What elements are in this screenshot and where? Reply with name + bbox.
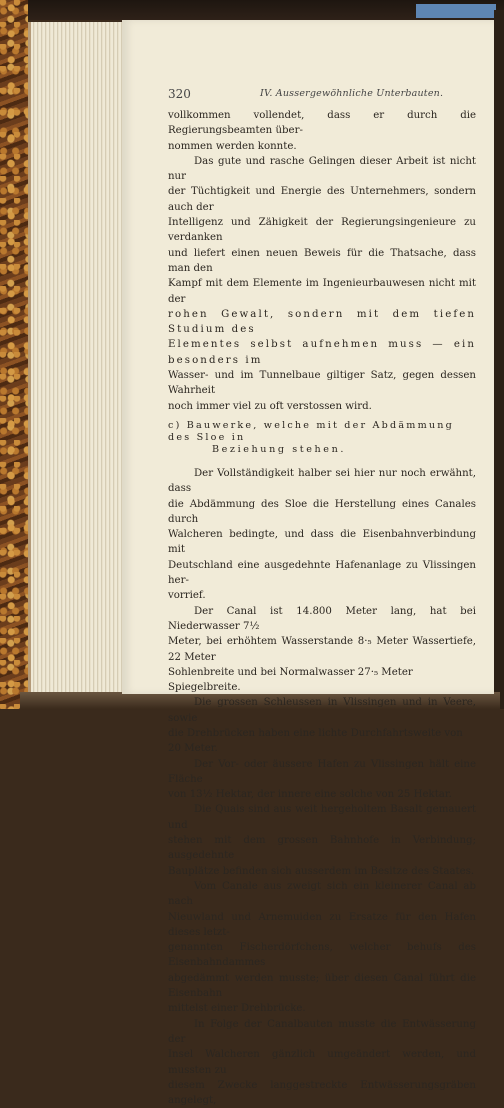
text-line: Der Canal ist 14.800 Meter lang, hat bei Niederwasser 7½ — [168, 605, 476, 632]
text-line: genannten Fischerdörfchens, welcher behufs des Eisenbahndammes — [168, 942, 476, 969]
text-line: Deutschland eine ausgedehnte Hafenanlage zu Vlissingen her- — [168, 559, 476, 587]
text-line: die Drehbrücken haben eine lichte Durchfahrtsweite von 20 Meter. — [168, 727, 463, 755]
text-line: Vom Canale aus zweigt sich ein kleinerer Canal ab nach — [168, 880, 476, 908]
text-line: Intelligenz und Zähigkeit der Regierungsingenieure zu verdanken — [168, 217, 476, 244]
text-line-spaced: Elementes selbst aufnehmen muss — ein besonders im — [168, 339, 476, 366]
text-line: In Folge der Canalbauten musste die Entwässerung der — [168, 1018, 476, 1045]
text-line: Das gute und rasche Gelingen dieser Arbeit ist nicht nur — [168, 155, 476, 183]
text-line: Der Vor- oder äussere Hafen zu Vlissingen hält eine Fläche — [168, 758, 476, 785]
text-line: Sohlenbreite und bei Normalwasser 27·₅ Meter Spiegelbreite. — [168, 666, 413, 694]
running-title: IV. Aussergewöhnliche Unterbauten. — [260, 88, 444, 99]
page-number: 320 — [168, 87, 191, 101]
text-line: noch immer viel zu oft verstossen wird. — [168, 400, 372, 412]
text-line: diesem Zwecke langgestreckte Entwässerungsgräben angelegt, — [168, 1079, 476, 1107]
text-line: Meter, bei erhöhtem Wasserstande 8·₅ Meter Wassertiefe, 22 Meter — [168, 636, 476, 663]
text-line: der Tüchtigkeit und Energie des Unternehmers, sondern auch der — [168, 186, 476, 213]
marbled-cover — [0, 0, 28, 709]
section-heading-line: c) Bauwerke, welche mit der Abdämmung des Sloe in — [168, 419, 454, 443]
page-stack-edges — [28, 22, 125, 694]
text-line: Der Vollständigkeit halber sei hier nur noch erwähnt, dass — [168, 467, 476, 495]
text-line: Insel Walcheren gänzlich umgeändert werden, und mussten zu — [168, 1049, 476, 1076]
section-heading-line: Beziehung stehen. — [212, 443, 346, 455]
text-line: Die Quais sind aus weit hergeholtem Basalt gemauert und — [168, 804, 476, 831]
text-line: Wasser- und im Tunnelbaue giltiger Satz, gegen dessen Wahrheit — [168, 370, 476, 397]
page-body — [168, 108, 476, 1108]
text-line: die Abdämmung des Sloe die Herstellung eines Canales durch — [168, 498, 476, 525]
text-line: Kampf mit dem Elemente im Ingenieurbauwesen nicht mit der — [168, 278, 476, 305]
text-line: vollkommen vollendet, dass er durch die Regierungsbeamten über- — [168, 110, 476, 137]
text-line: stehen mit dem grossen Bahnhofe in Verbindung; ausgedehnte — [168, 835, 476, 862]
section-heading — [168, 420, 476, 456]
book-top-edge — [0, 0, 504, 20]
text-line: mittelst einer Drehbrücke. — [168, 1003, 306, 1015]
text-line: Nieuwland und Arnemuiden zu Ersatze für den Hafen dieses letzt- — [168, 911, 476, 938]
book-right-edge — [494, 10, 504, 709]
text-line: und liefert einen neuen Beweis für die Thatsache, dass man den — [168, 247, 476, 274]
text-line: abgedämmt werden musste; über diesen Canal führt die Eisenbahn — [168, 972, 476, 1000]
text-line-spaced: rohen Gewalt, sondern mit dem tiefen Studium des — [168, 308, 476, 336]
text-line: nommen werden konnte. — [168, 140, 297, 152]
text-line: Die grossen Schleussen in Vlissingen und in Veere, sowie — [168, 697, 476, 724]
text-line: Bauplätze befinden sich ausserdem im Besitze des Staates. — [168, 865, 475, 877]
blue-label-strip — [416, 4, 496, 18]
text-line: von 13½ Hektar, der innere eine solche von 25 Hektar. — [168, 789, 452, 801]
book-page — [122, 20, 494, 1107]
text-line: Walcheren bedingte, und dass die Eisenbahnverbindung mit — [168, 529, 476, 556]
text-line: vorrief. — [168, 590, 206, 602]
running-head — [168, 87, 486, 101]
